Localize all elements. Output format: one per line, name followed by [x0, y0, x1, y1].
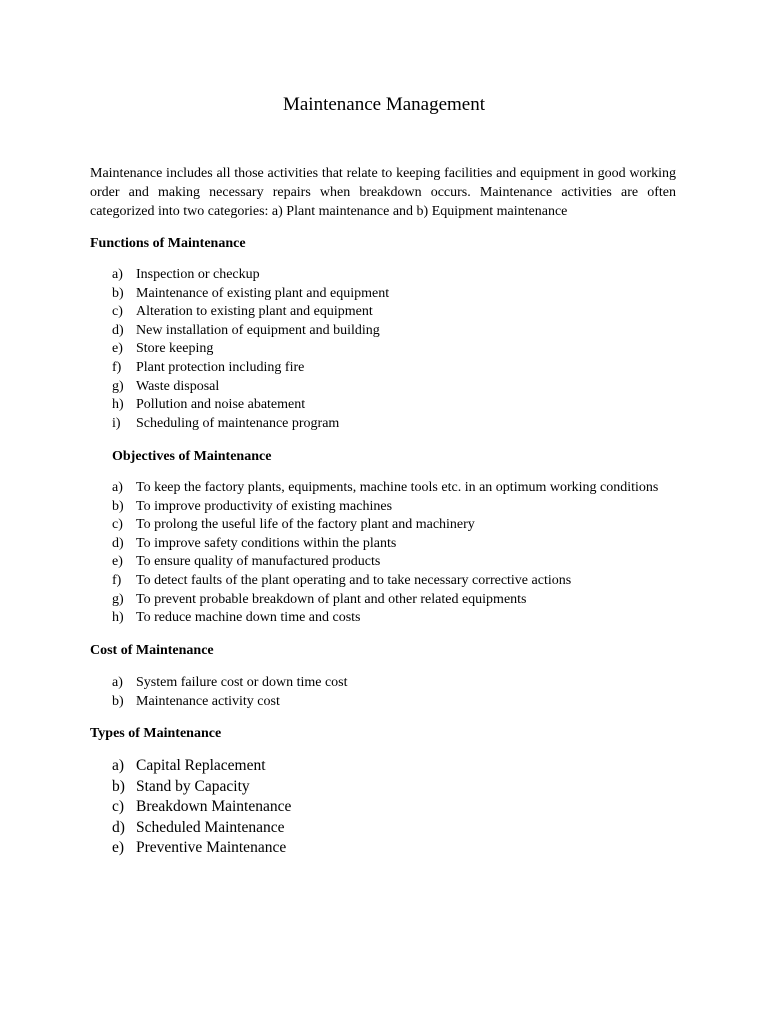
list-item-text: To prevent probable breakdown of plant and other related equipments	[136, 591, 527, 607]
list-item-text: Alteration to existing plant and equipment	[136, 304, 373, 320]
list-marker: e)	[112, 341, 123, 357]
list-item-text: Waste disposal	[136, 378, 220, 394]
list-marker: h)	[112, 397, 124, 413]
list-marker: i)	[112, 415, 121, 431]
list-marker: b)	[112, 693, 124, 709]
list-marker: f)	[112, 572, 122, 588]
list-item-text: System failure cost or down time cost	[136, 675, 348, 690]
list-marker: a)	[112, 480, 123, 495]
list-marker: d)	[112, 322, 124, 338]
list-marker: b)	[112, 285, 124, 301]
list-marker: b)	[112, 777, 125, 795]
list-marker: e)	[112, 839, 125, 856]
list-item-text: To reduce machine down time and costs	[136, 610, 361, 626]
list-item-text: Preventive Maintenance	[136, 839, 287, 856]
list-item-text: Pollution and noise abatement	[136, 397, 306, 413]
list-marker: a)	[112, 675, 123, 690]
list-item-text: Breakdown Maintenance	[136, 798, 292, 815]
list-marker: b)	[112, 498, 124, 514]
list-item-text: To prolong the useful life of the factory plant and machinery	[136, 517, 475, 533]
list-item-text: To ensure quality of manufactured products	[136, 554, 381, 570]
list-item-text: Scheduling of maintenance program	[136, 415, 340, 431]
list-marker: a)	[112, 757, 125, 774]
functions-heading: Functions of Maintenance	[90, 236, 246, 251]
list-item-text: Capital Replacement	[136, 757, 266, 774]
list-marker: c)	[112, 304, 123, 320]
list-item-text: To keep the factory plants, equipments, machine tools etc. in an optimum working conditions	[136, 480, 659, 495]
list-item-text: To detect faults of the plant operating and to take necessary corrective actions	[136, 572, 572, 588]
list-item-text: Plant protection including fire	[136, 359, 305, 375]
objectives-heading: Objectives of Maintenance	[112, 449, 272, 464]
intro-paragraph: Maintenance includes all those activities that relate to keeping facilities and equipment in good working order and making necessary repairs when breakdown occurs. Maintenance activities are often categorized into two categories: a) Plant maintenance and b) Equipment maintenance	[90, 166, 676, 219]
list-item-text: New installation of equipment and building	[136, 322, 380, 338]
list-marker: g)	[112, 378, 124, 394]
list-item-text: Maintenance activity cost	[136, 693, 280, 709]
list-item-text: Maintenance of existing plant and equipment	[136, 285, 390, 301]
list-marker: a)	[112, 267, 123, 282]
list-item-text: To improve productivity of existing machines	[136, 498, 393, 514]
list-marker: d)	[112, 535, 124, 551]
cost-heading: Cost of Maintenance	[90, 643, 214, 658]
list-item-text: Inspection or checkup	[136, 267, 260, 282]
list-marker: c)	[112, 517, 123, 533]
list-item-text: Store keeping	[136, 341, 214, 357]
list-marker: c)	[112, 798, 125, 815]
list-marker: e)	[112, 554, 123, 570]
list-marker: g)	[112, 591, 124, 607]
list-marker: h)	[112, 610, 124, 626]
list-item-text: To improve safety conditions within the plants	[136, 535, 397, 551]
list-marker: f)	[112, 359, 122, 375]
types-heading: Types of Maintenance	[90, 726, 222, 741]
list-item-text: Stand by Capacity	[136, 777, 250, 795]
list-item-text: Scheduled Maintenance	[136, 818, 285, 836]
list-marker: d)	[112, 818, 125, 836]
page-title: Maintenance Management	[282, 94, 486, 115]
